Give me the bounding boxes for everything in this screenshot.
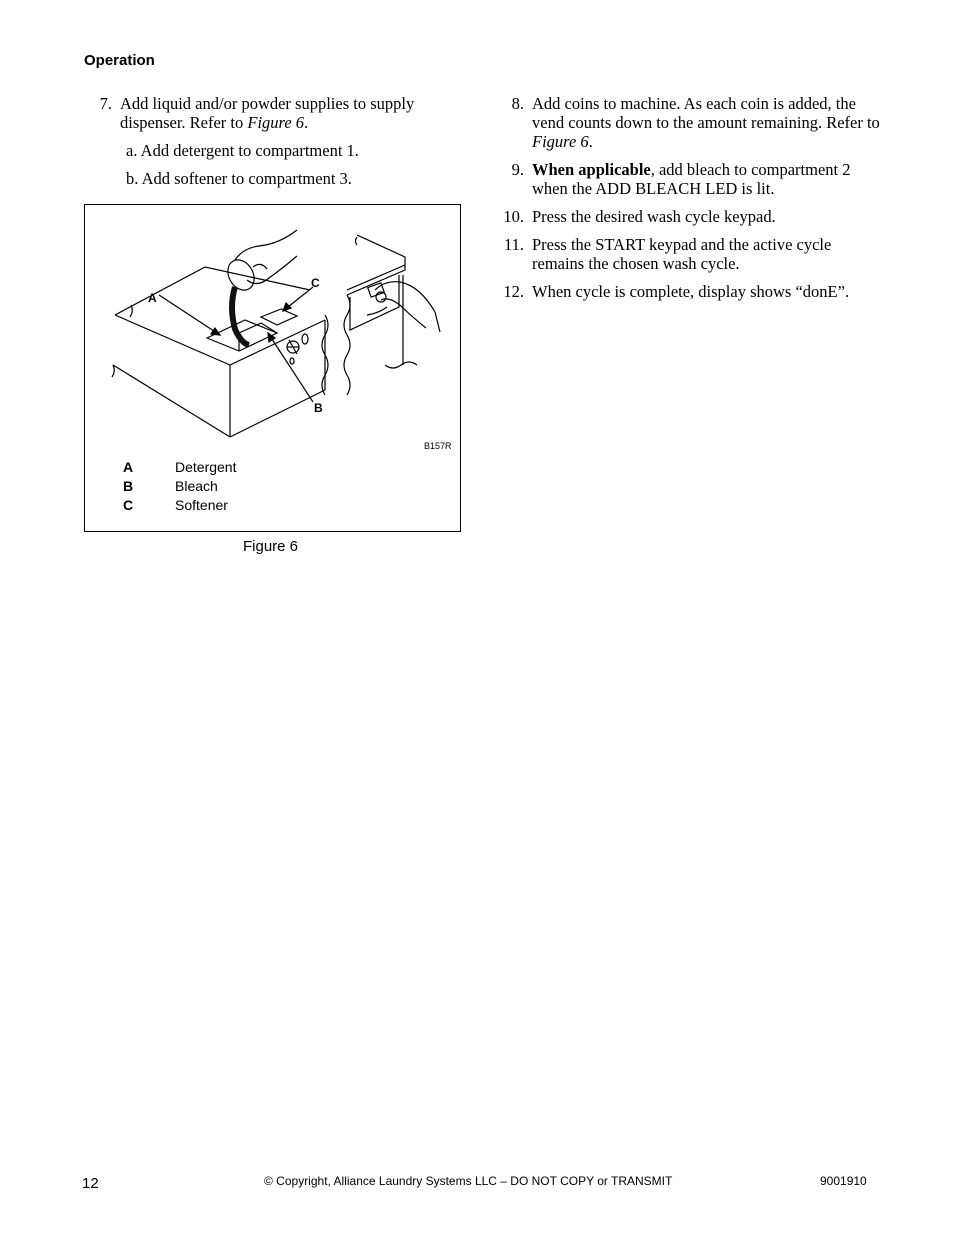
step-11	[496, 235, 886, 273]
step-text: Add coins to machine. As each coin is added, the vend counts down to the amount remaining. Refer to	[532, 94, 880, 132]
callout-c: C	[311, 276, 320, 290]
callout-b: B	[314, 401, 323, 415]
substep-b: b. Add softener to compartment 3.	[126, 169, 352, 188]
step-10	[496, 207, 886, 226]
figure-code: B157R	[424, 441, 452, 451]
legend-row-b	[123, 477, 236, 496]
step-text-end: .	[588, 132, 593, 151]
step-number: 7.	[99, 94, 112, 113]
legend-row-c	[123, 496, 236, 515]
legend-label: Softener	[175, 497, 228, 513]
step-9	[496, 160, 886, 198]
step-number: 8.	[511, 94, 524, 113]
step-text: Press the START keypad and the active cycle remains the chosen wash cycle.	[532, 235, 832, 273]
step-text: When cycle is complete, display shows “donE”.	[532, 282, 850, 301]
step-8	[496, 94, 886, 151]
dispenser-illustration	[85, 205, 460, 445]
step-number: 10.	[503, 207, 524, 226]
substep-a: a. Add detergent to compartment 1.	[126, 141, 359, 160]
section-title: Operation	[84, 52, 155, 69]
document-number: 9001910	[820, 1174, 867, 1188]
legend-key: A	[123, 459, 134, 475]
figure-reference: Figure 6	[532, 132, 589, 151]
copyright-notice: © Copyright, Alliance Laundry Systems LLC – DO NOT COPY or TRANSMIT	[264, 1174, 673, 1188]
right-column	[496, 94, 886, 310]
legend-key: B	[123, 478, 134, 494]
figure-reference: Figure 6	[247, 113, 305, 132]
step-7	[84, 94, 464, 132]
step-12	[496, 282, 886, 301]
step-number: 12.	[503, 282, 524, 301]
legend-row-a	[123, 458, 236, 477]
step-number: 11.	[503, 235, 524, 254]
legend-label: Bleach	[175, 478, 218, 494]
step-number: 9.	[511, 160, 524, 179]
page-number: 12	[82, 1175, 99, 1192]
step-text-end: .	[304, 113, 309, 132]
figure-caption: Figure 6	[243, 538, 299, 555]
step-text: , add bleach to compartment 2 when the ADD BLEACH LED is lit.	[532, 160, 851, 198]
step-emphasis: When applicable	[532, 160, 651, 179]
legend-key: C	[123, 497, 134, 513]
left-column	[84, 94, 464, 197]
callout-a: A	[148, 291, 157, 305]
figure-6	[84, 204, 461, 532]
step-text: Press the desired wash cycle keypad.	[532, 207, 776, 226]
figure-legend	[123, 458, 236, 515]
step-text: Add liquid and/or powder supplies to supply dispenser. Refer to	[120, 94, 415, 132]
legend-label: Detergent	[175, 459, 237, 475]
